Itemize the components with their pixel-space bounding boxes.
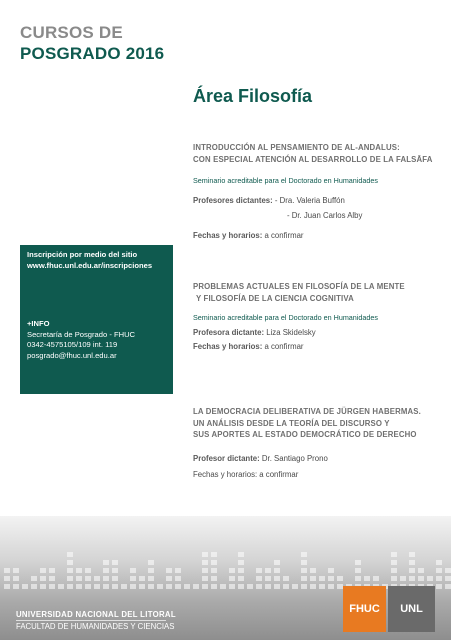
course-2-teacher-label: Profesora dictante: (193, 328, 265, 337)
course-1-teacher-label: Profesores dictantes: (193, 196, 273, 205)
footer-divider (16, 620, 166, 621)
course-1-schedule-label: Fechas y horarios: (193, 231, 263, 240)
poster-header (20, 22, 164, 64)
course-2-schedule-value: a confirmar (264, 342, 304, 351)
more-info-office: Secretaría de Posgrado - FHUC (27, 329, 136, 339)
fhuc-logo: FHUC (343, 586, 386, 632)
course-1-schedule (193, 231, 304, 240)
course-1-title-line-1: INTRODUCCIÓN AL PENSAMIENTO DE AL-ANDALUS: (193, 143, 400, 152)
more-info-email[interactable]: posgrado@fhuc.unl.edu.ar (27, 350, 117, 360)
course-3-title-line-1: LA DEMOCRACIA DELIBERATIVA DE JÜRGEN HABERMAS. (193, 407, 421, 416)
course-2-teachers (193, 328, 316, 337)
university-line: UNIVERSIDAD NACIONAL DEL LITORAL (16, 610, 176, 619)
course-2-title-line-2: Y FILOSOFÍA DE LA CIENCIA COGNITIVA (196, 293, 354, 303)
course-1-schedule-value: a confirmar (264, 231, 304, 240)
course-1-teacher-2: - Dr. Juan Carlos Alby (287, 211, 363, 220)
course-3-teachers (193, 454, 328, 463)
header-line-2: POSGRADO 2016 (20, 44, 165, 63)
info-panel (20, 245, 173, 394)
inscription-line-1: Inscripción por medio del sitio (27, 250, 138, 259)
course-1-teacher-1: - Dra. Valeria Buffón (274, 196, 345, 205)
inscription-link[interactable]: www.fhuc.unl.edu.ar/inscripciones (27, 260, 153, 270)
course-2-teacher-1: Liza Skidelsky (266, 328, 316, 337)
course-1-title-line-2: CON ESPECIAL ATENCIÓN AL DESARROLLO DE LA FALSĀFA (193, 154, 433, 164)
course-3-title-line-2: UN ANÁLISIS DESDE LA TEORÍA DEL DISCURSO Y (193, 418, 390, 428)
inscription-info (27, 250, 168, 271)
course-2-schedule (193, 342, 304, 351)
unl-logo: UNL (388, 586, 435, 632)
course-3-title-line-3: SUS APORTES AL ESTADO DEMOCRÁTICO DE DERECHO (193, 430, 417, 439)
course-1 (193, 142, 448, 240)
course-3 (193, 406, 448, 479)
course-1-title (193, 142, 448, 165)
course-1-seminar: Seminario acreditable para el Doctorado en Humanidades (193, 176, 378, 185)
course-2-schedule-label: Fechas y horarios: (193, 342, 263, 351)
course-3-teacher-label: Profesor dictante: (193, 454, 260, 463)
course-1-teachers (193, 196, 345, 205)
more-info (27, 319, 168, 361)
more-info-phone: 0342-4575105/109 int. 119 (27, 340, 118, 349)
course-2-seminar: Seminario acreditable para el Doctorado en Humanidades (193, 313, 378, 322)
course-2-title (193, 281, 448, 304)
course-2-title-line-1: PROBLEMAS ACTUALES EN FILOSOFÍA DE LA MENTE (193, 282, 405, 291)
course-3-schedule: Fechas y horarios: a confirmar (193, 470, 299, 479)
course-3-teacher-1: Dr. Santiago Prono (261, 454, 328, 463)
faculty-line: FACULTAD DE HUMANIDADES Y CIENCIAS (16, 622, 175, 631)
more-info-heading: +INFO (27, 319, 50, 328)
header-line-1: CURSOS DE (20, 23, 123, 42)
area-title: Área Filosofía (193, 86, 313, 106)
course-3-title (193, 406, 448, 441)
course-2 (193, 281, 448, 351)
university-name (16, 610, 176, 632)
